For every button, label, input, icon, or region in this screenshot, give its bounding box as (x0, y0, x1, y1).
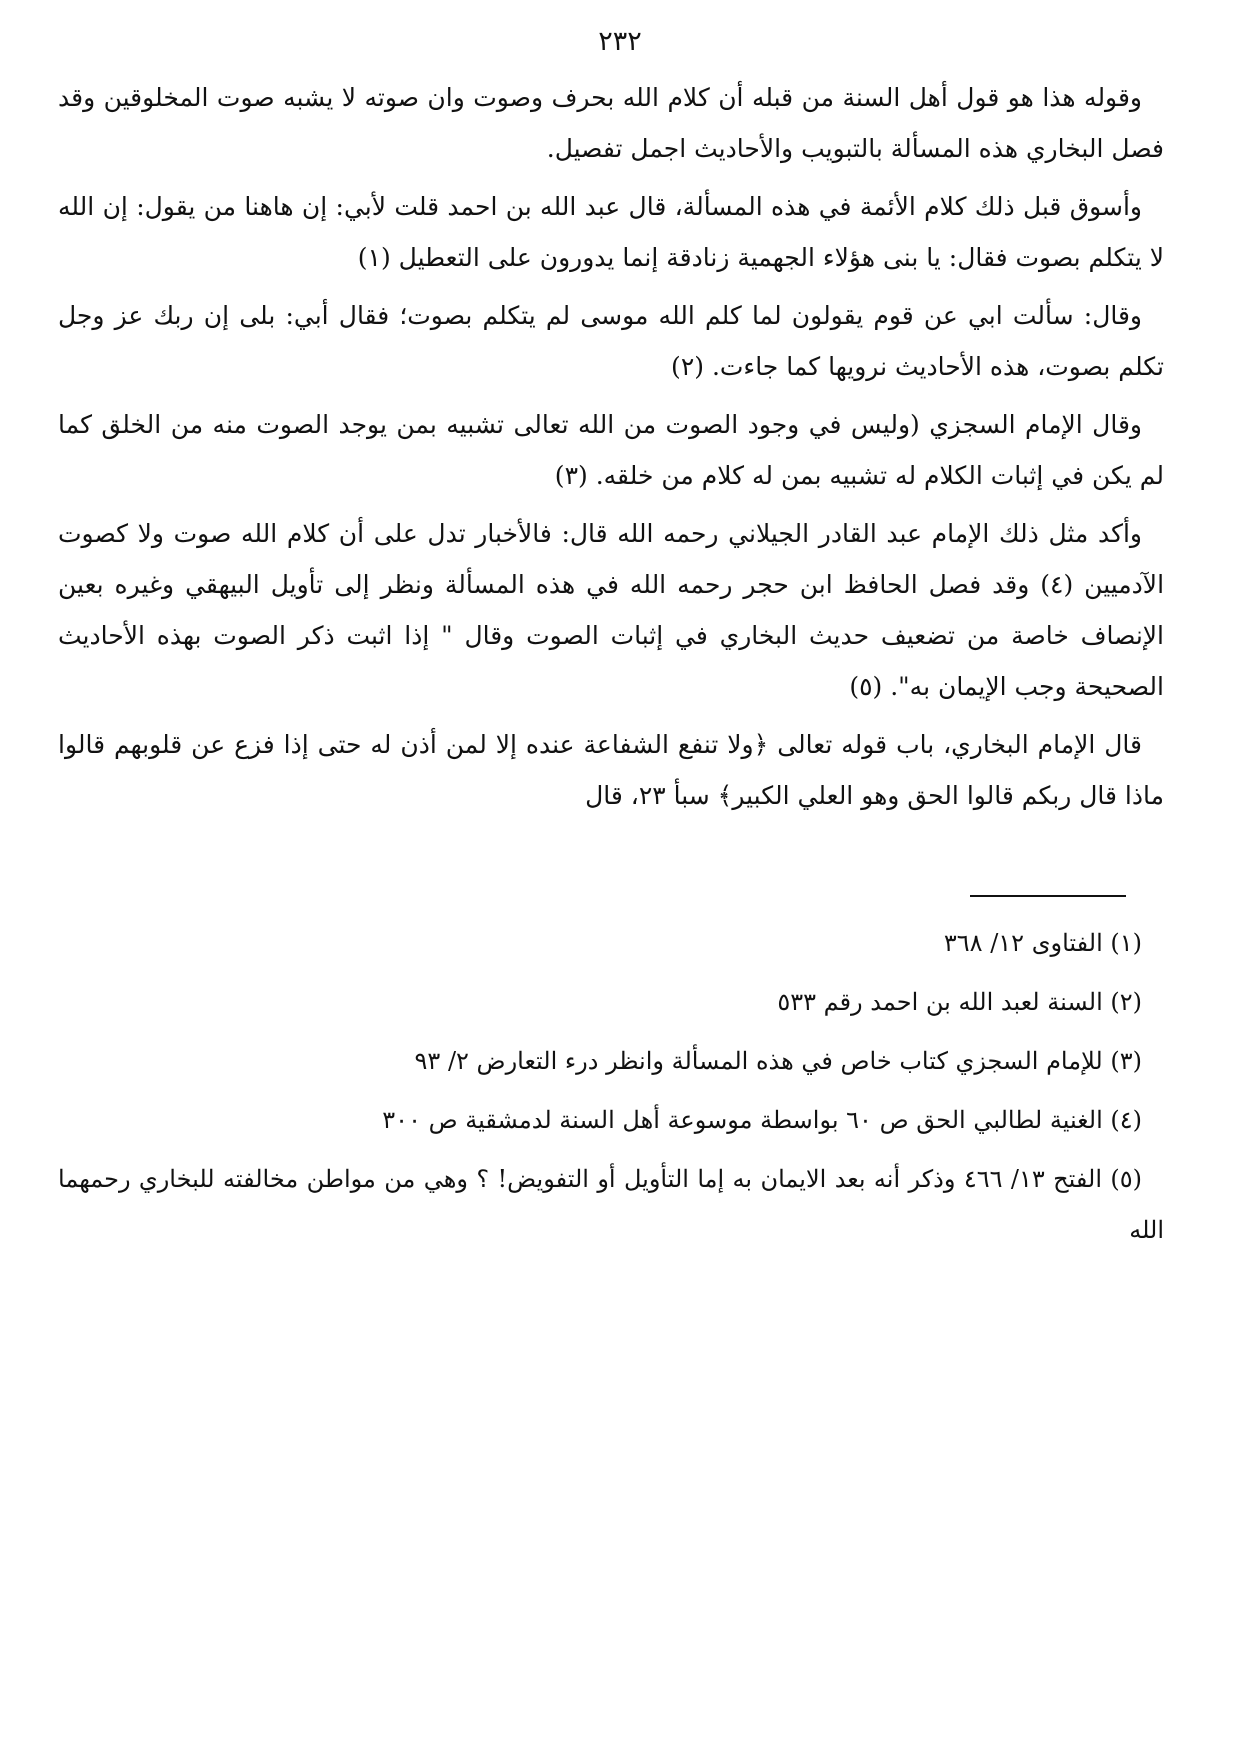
footnote-4: (٤) الغنية لطالبي الحق ص ٦٠ بواسطة موسوعة أهل السنة لدمشقية ص ٣٠٠ (382, 1106, 1142, 1134)
footnote-separator (970, 895, 1126, 897)
main-text (58, 72, 1164, 828)
footnote-1: (١) الفتاوى ١٢/ ٣٦٨ (943, 929, 1142, 957)
footnote-3: (٣) للإمام السجزي كتاب خاص في هذه المسألة وانظر درء التعارض ٢/ ٩٣ (414, 1047, 1142, 1075)
footnote-5: (٥) الفتح ١٣/ ٤٦٦ وذكر أنه بعد الايمان به إما التأويل أو التفويض! ؟ وهي من مواطن مخالفته للبخاري رحمهما الله (58, 1165, 1164, 1244)
footnote-2: (٢) السنة لعبد الله بن احمد رقم ٥٣٣ (777, 988, 1142, 1016)
paragraph-1: وقوله هذا هو قول أهل السنة من قبله أن كلام الله بحرف وصوت وان صوته لا يشبه صوت المخلوقين وقد فصل البخاري هذه المسألة بالتبويب والأحاديث اجمل تفصيل. (58, 83, 1164, 163)
paragraph-3: وقال: سألت ابي عن قوم يقولون لما كلم الله موسى لم يتكلم بصوت؛ فقال أبي: بلى إن ربك عز وجل تكلم بصوت، هذه الأحاديث نرويها كما جاءت. (٢) (58, 301, 1164, 381)
paragraph-6: قال الإمام البخاري، باب قوله تعالى ﴿ولا تنفع الشفاعة عنده إلا لمن أذن له حتى إذا فزع عن قلوبهم قالوا ماذا قال ربكم قالوا الحق وهو العلي الكبير﴾ سبأ ٢٣، قال (58, 730, 1164, 810)
page-number: ٢٣٢ (598, 26, 642, 57)
paragraph-5: وأكد مثل ذلك الإمام عبد القادر الجيلاني رحمه الله قال: فالأخبار تدل على أن كلام الله صوت ولا كصوت الآدميين (٤) وقد فصل الحافظ ابن حجر رحمه الله في هذه المسألة ونظر إلى تأويل البيهقي وغيره بعين الإنصاف خاصة من تضعيف حديث البخاري في إثبات الصوت وقال " إذا اثبت ذكر الصوت بهذه الأحاديث الصحيحة وجب الإيمان به". (٥) (58, 519, 1165, 701)
paragraph-2: وأسوق قبل ذلك كلام الأئمة في هذه المسألة، قال عبد الله بن احمد قلت لأبي: إن هاهنا من يقول: إن الله لا يتكلم بصوت فقال: يا بنى هؤلاء الجهمية زنادقة إنما يدورون على التعطيل (١) (58, 192, 1164, 272)
paragraph-4: وقال الإمام السجزي (وليس في وجود الصوت من الله تعالى تشبيه بمن يوجد الصوت منه من الخلق كما لم يكن في إثبات الكلام له تشبيه بمن له كلام من خلقه. (٣) (58, 410, 1164, 490)
footnotes (58, 918, 1164, 1264)
